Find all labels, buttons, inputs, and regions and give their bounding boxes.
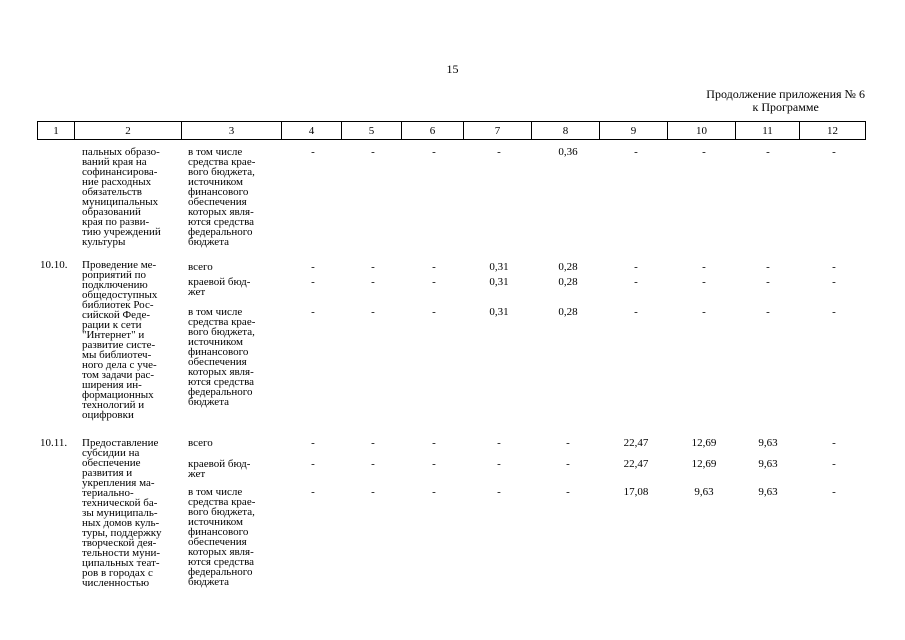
column-header-12: 12 <box>800 122 866 140</box>
value-cell: - <box>311 486 315 498</box>
value-cell: - <box>311 146 315 158</box>
value-cell: - <box>766 261 770 273</box>
value-cell: 22,47 <box>623 437 649 449</box>
value-cell: - <box>497 458 501 470</box>
column-header-4: 4 <box>282 122 342 140</box>
column-header-8: 8 <box>532 122 600 140</box>
appendix-header-line2: к Программе <box>752 100 819 114</box>
value-cell: - <box>832 486 836 498</box>
value-cell: 0,28 <box>558 261 578 273</box>
row-name: Предоставление субсидии на обеспечение развития и укрепления ма- териально- технической ба- зы муниципаль- ных домов куль- туры, поддержку творческой дея- тельности муни- ципальных теат- ров в городах с численностью <box>82 437 162 589</box>
value-cell: 0,36 <box>558 146 578 158</box>
column-header-10: 10 <box>668 122 736 140</box>
appendix-header <box>706 88 865 114</box>
value-cell: 0,28 <box>558 276 578 288</box>
value-cell: - <box>566 458 570 470</box>
value-cell: - <box>371 261 375 273</box>
value-cell: 9,63 <box>758 437 778 449</box>
value-cell: - <box>432 146 436 158</box>
value-cell: - <box>832 458 836 470</box>
value-cell: - <box>311 261 315 273</box>
funding-source: всего <box>188 437 213 449</box>
value-cell: - <box>832 261 836 273</box>
value-cell: - <box>432 276 436 288</box>
value-cell: - <box>832 437 836 449</box>
value-cell: - <box>766 276 770 288</box>
value-cell: - <box>702 306 706 318</box>
column-header-9: 9 <box>600 122 668 140</box>
value-cell: 17,08 <box>623 486 649 498</box>
value-cell: - <box>702 261 706 273</box>
value-cell: - <box>634 276 638 288</box>
value-cell: - <box>432 486 436 498</box>
column-header-2: 2 <box>75 122 182 140</box>
funding-source: в том числе средства крае- вого бюджета, источником финансового обеспечения которых явля- ются средства федерального бюджета <box>188 146 256 248</box>
value-cell: - <box>497 146 501 158</box>
row-name: пальных образо- ваний края на софинансирова- ние расходных обязательств муниципальных образований края по разви- тию учреждений культуры <box>82 146 161 248</box>
value-cell: - <box>832 146 836 158</box>
column-header-7: 7 <box>464 122 532 140</box>
value-cell: - <box>766 146 770 158</box>
row-name: Проведение ме- роприятий по подключению общедоступных библиотек Рос- сийской Феде- рации к сети "Интернет" и развитие систе- мы библиотеч- ного дела с уче- том задачи рас- ширения ин- формационных технологий и оцифровки <box>82 259 158 421</box>
column-header-1: 1 <box>38 122 75 140</box>
value-cell: - <box>432 437 436 449</box>
value-cell: - <box>702 276 706 288</box>
value-cell: - <box>634 146 638 158</box>
value-cell: - <box>311 458 315 470</box>
value-cell: 9,63 <box>758 458 778 470</box>
funding-source: краевой бюд- жет <box>188 276 251 298</box>
column-header-3: 3 <box>182 122 282 140</box>
funding-source: краевой бюд- жет <box>188 458 251 480</box>
funding-source: в том числе средства крае- вого бюджета, источником финансового обеспечения которых явля- ются средства федерального бюджета <box>188 486 256 588</box>
value-cell: - <box>371 306 375 318</box>
value-cell: - <box>497 486 501 498</box>
value-cell: 9,63 <box>758 486 778 498</box>
value-cell: - <box>634 261 638 273</box>
value-cell: - <box>832 306 836 318</box>
column-header-5: 5 <box>342 122 402 140</box>
value-cell: - <box>634 306 638 318</box>
column-header-11: 11 <box>736 122 800 140</box>
row-number: 10.11. <box>40 437 68 449</box>
value-cell: - <box>432 261 436 273</box>
value-cell: - <box>371 146 375 158</box>
value-cell: - <box>311 437 315 449</box>
value-cell: - <box>566 486 570 498</box>
value-cell: 0,31 <box>489 276 509 288</box>
value-cell: - <box>432 458 436 470</box>
value-cell: 12,69 <box>691 437 717 449</box>
value-cell: 12,69 <box>691 458 717 470</box>
value-cell: 0,28 <box>558 306 578 318</box>
funding-source: всего <box>188 261 213 273</box>
value-cell: - <box>432 306 436 318</box>
value-cell: - <box>371 437 375 449</box>
value-cell: - <box>311 276 315 288</box>
row-number: 10.10. <box>40 259 68 271</box>
appendix-header-line1: Продолжение приложения № 6 <box>706 87 865 101</box>
value-cell: 9,63 <box>694 486 714 498</box>
column-header-6: 6 <box>402 122 464 140</box>
value-cell: - <box>497 437 501 449</box>
value-cell: - <box>371 458 375 470</box>
value-cell: - <box>311 306 315 318</box>
value-cell: 22,47 <box>623 458 649 470</box>
column-number-header <box>37 121 866 140</box>
value-cell: - <box>371 486 375 498</box>
value-cell: - <box>371 276 375 288</box>
funding-source: в том числе средства крае- вого бюджета, источником финансового обеспечения которых явля- ются средства федерального бюджета <box>188 306 256 408</box>
value-cell: - <box>702 146 706 158</box>
value-cell: - <box>566 437 570 449</box>
page-number: 15 <box>446 62 459 76</box>
value-cell: 0,31 <box>489 306 509 318</box>
value-cell: - <box>832 276 836 288</box>
value-cell: - <box>766 306 770 318</box>
value-cell: 0,31 <box>489 261 509 273</box>
